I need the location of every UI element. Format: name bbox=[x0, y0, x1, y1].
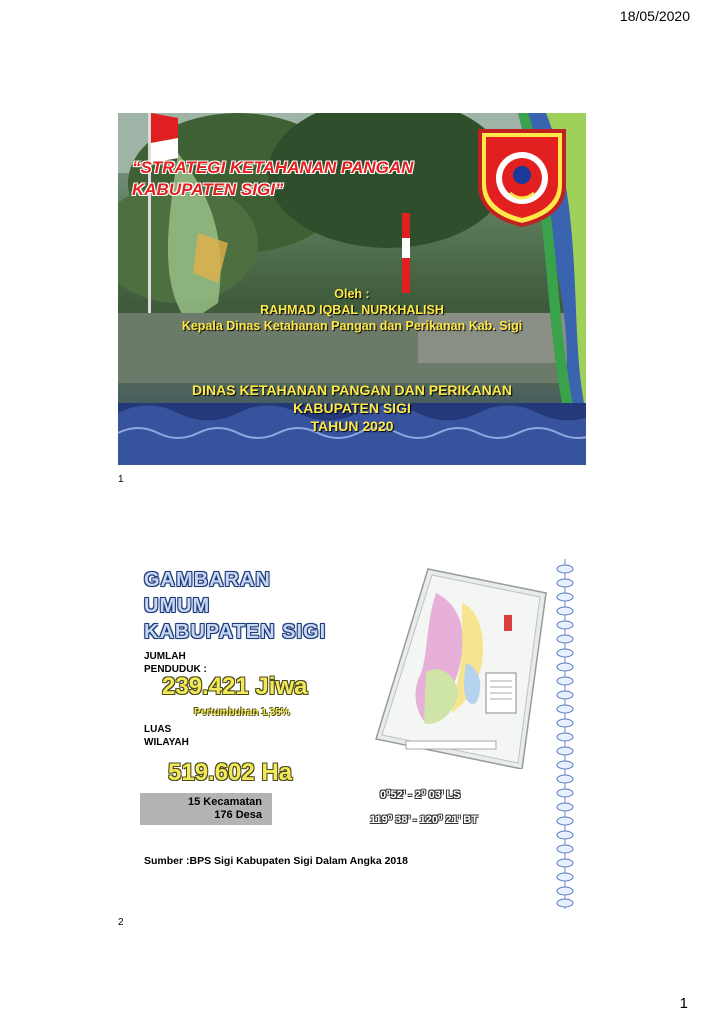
population-value: 239.421 Jiwa bbox=[162, 673, 308, 700]
slide-1-title: “STRATEGI KETAHANAN PANGAN KABUPATEN SIGI” bbox=[132, 158, 414, 199]
slide-2 bbox=[118, 553, 586, 905]
population-label: JUMLAH PENDUDUK : bbox=[144, 651, 207, 675]
sigi-map-image bbox=[366, 563, 552, 769]
administrative-units-box: 15 Kecamatan 176 Desa bbox=[140, 793, 272, 825]
population-growth: Pertumbuhan 1,35% bbox=[194, 707, 290, 718]
slide-number-1: 1 bbox=[118, 474, 124, 485]
slide-1 bbox=[118, 113, 586, 465]
notebook-binding-rings bbox=[554, 559, 576, 909]
slide-2-heading: GAMBARAN UMUM KABUPATEN SIGI bbox=[144, 569, 327, 643]
slide-1-author-block: Oleh : RAHMAD IQBAL NURKHALISH Kepala Dinas Ketahanan Pangan dan Perikanan Kab. Sigi bbox=[181, 287, 523, 333]
kabupaten-sigi-logo bbox=[470, 123, 574, 229]
latitude-text: 0⁰52’ - 2⁰ 03’ LS bbox=[380, 789, 461, 801]
area-value: 519.602 Ha bbox=[168, 759, 293, 786]
page-number: 1 bbox=[679, 995, 688, 1012]
slide-1-organization: DINAS KETAHANAN PANGAN DAN PERIKANAN KABUPATEN SIGI TAHUN 2020 bbox=[192, 382, 512, 434]
area-label: LUAS WILAYAH bbox=[144, 724, 189, 748]
source-note: Sumber :BPS Sigi Kabupaten Sigi Dalam Angka 2018 bbox=[144, 855, 408, 867]
slide-number-2: 2 bbox=[118, 917, 124, 928]
longitude-text: 119⁰ 38’ - 120⁰ 21’ BT bbox=[370, 814, 478, 826]
print-date: 18/05/2020 bbox=[619, 8, 690, 24]
